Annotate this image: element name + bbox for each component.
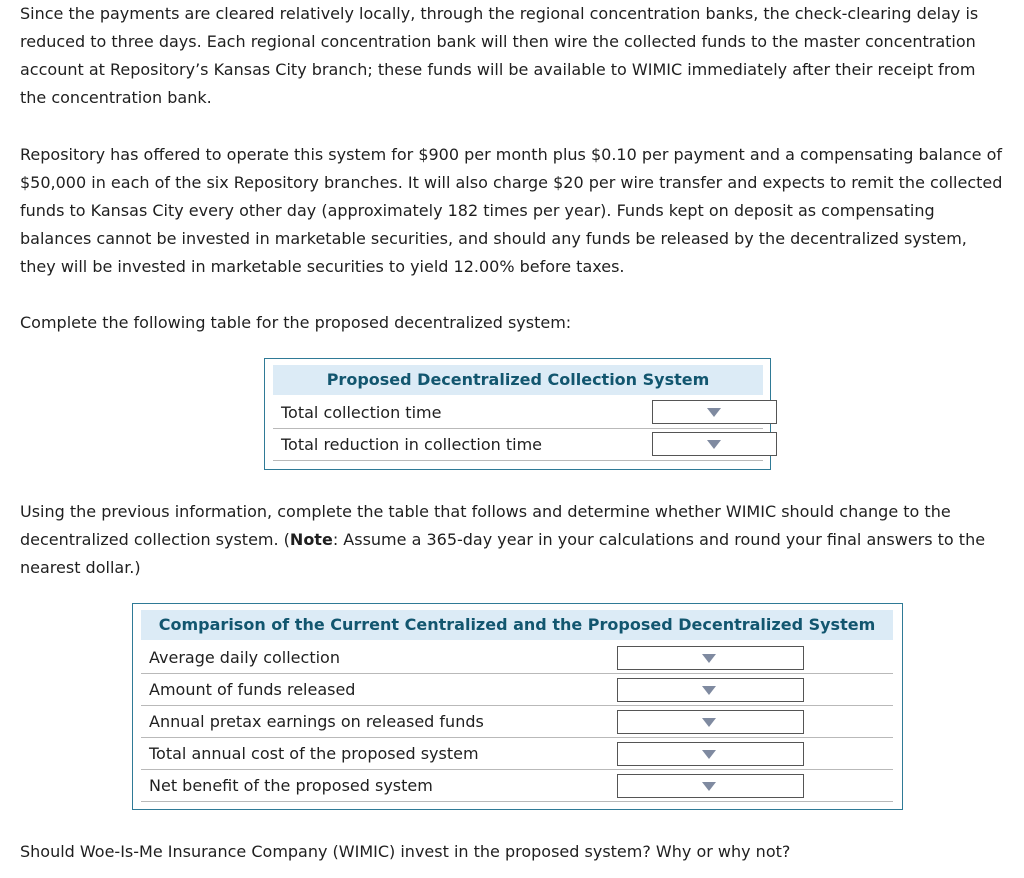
net-benefit-dropdown[interactable] <box>617 774 804 798</box>
table-row <box>141 675 893 706</box>
chevron-down-icon <box>702 654 716 663</box>
total-reduction-dropdown[interactable] <box>652 432 777 456</box>
row-label-total-annual-cost: Total annual cost of the proposed system <box>149 744 479 763</box>
chevron-down-icon <box>702 718 716 727</box>
instruction-text: Using the previous information, complete the table that follows and determine whether WIMIC should change to the decentralized collection system. ( <box>20 502 951 549</box>
instruction-text-end: : Assume a 365-day year in your calculations and round your final answers to the nearest dollar.) <box>20 530 986 577</box>
total-collection-time-dropdown[interactable] <box>652 400 777 424</box>
paragraph-table2-instruction <box>20 498 1005 582</box>
table-row <box>141 643 893 674</box>
table-row <box>273 398 763 429</box>
row-label-average-daily-collection: Average daily collection <box>149 648 340 667</box>
table-row <box>273 430 763 461</box>
chevron-down-icon <box>702 686 716 695</box>
chevron-down-icon <box>707 408 721 417</box>
average-daily-collection-dropdown[interactable] <box>617 646 804 670</box>
total-annual-cost-dropdown[interactable] <box>617 742 804 766</box>
paragraph-final-question: Should Woe-Is-Me Insurance Company (WIMIC) invest in the proposed system? Why or why not? <box>20 842 791 861</box>
annual-pretax-earnings-dropdown[interactable] <box>617 710 804 734</box>
comparison-table <box>132 603 903 810</box>
row-label-total-collection-time: Total collection time <box>281 403 442 422</box>
table-row <box>141 739 893 770</box>
comparison-table-title: Comparison of the Current Centralized and the Proposed Decentralized System <box>141 610 893 640</box>
chevron-down-icon <box>707 440 721 449</box>
note-label: Note <box>289 530 333 549</box>
proposed-system-table <box>264 358 771 470</box>
row-label-annual-pretax-earnings: Annual pretax earnings on released funds <box>149 712 484 731</box>
chevron-down-icon <box>702 750 716 759</box>
row-label-total-reduction: Total reduction in collection time <box>281 435 543 454</box>
paragraph-table1-instruction: Complete the following table for the proposed decentralized system: <box>20 313 572 332</box>
chevron-down-icon <box>702 782 716 791</box>
proposed-system-table-title: Proposed Decentralized Collection System <box>273 365 763 395</box>
row-label-funds-released: Amount of funds released <box>149 680 356 699</box>
paragraph-clearing-delay: Since the payments are cleared relatively locally, through the regional concentration banks, the check-clearing delay is reduced to three days. Each regional concentration bank will then wire the collected funds to the master concentration account at Repository’s Kansas City branch; these funds will be available to WIMIC immediately after their receipt from the concentration bank. <box>20 4 979 107</box>
funds-released-dropdown[interactable] <box>617 678 804 702</box>
table-row <box>141 707 893 738</box>
table-row <box>141 771 893 802</box>
paragraph-repository-offer: Repository has offered to operate this system for $900 per month plus $0.10 per payment and a compensating balance of $50,000 in each of the six Repository branches. It will also charge $20 per wire transfer and expects to remit the collected funds to Kansas City every other day (approximately 182 times per year). Funds kept on deposit as compensating balances cannot be invested in marketable securities, and should any funds be released by the decentralized system, they will be invested in marketable securities to yield 12.00% before taxes. <box>20 145 1003 276</box>
row-label-net-benefit: Net benefit of the proposed system <box>149 776 433 795</box>
